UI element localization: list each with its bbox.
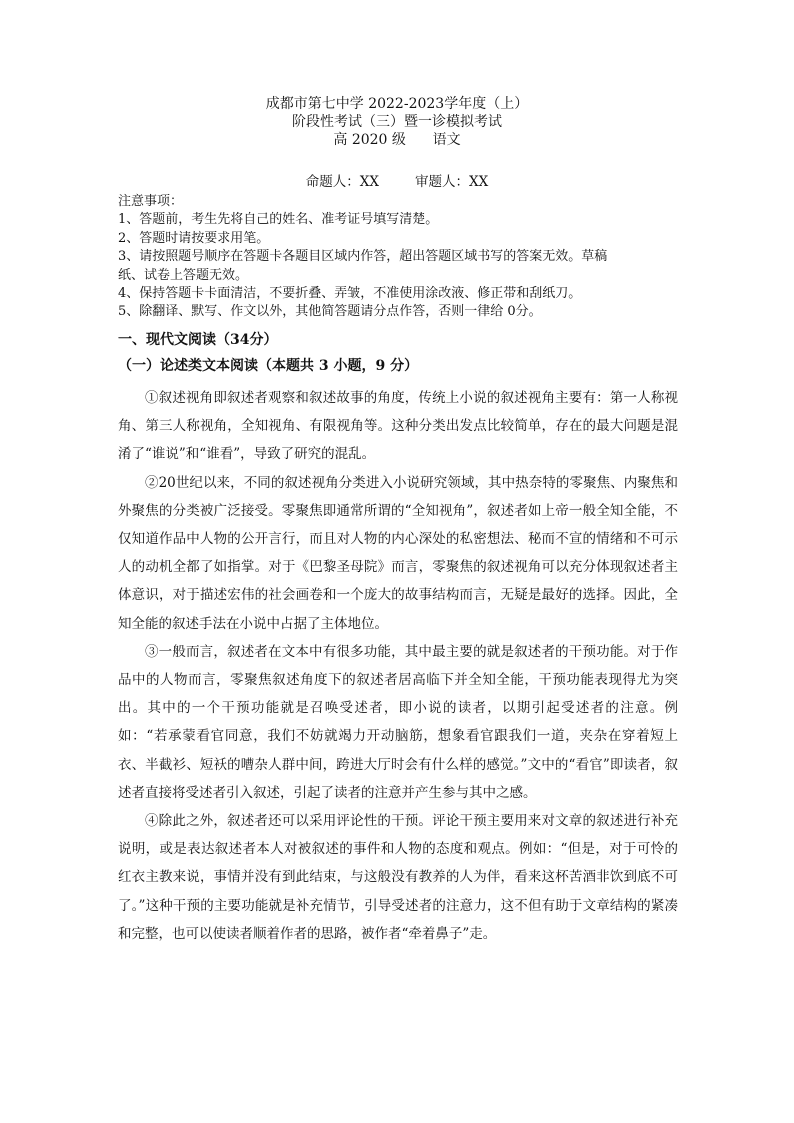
author-line <box>0 173 794 191</box>
passage-paragraph: ③一般而言，叙述者在文本中有很多功能，其中最主要的就是叙述者的干预功能。对于作品中的人物而言，零聚焦叙述角度下的叙述者居高临下并全知全能，干预功能表现得尤为突出。其中的一个干预功能就是召唤受述者，即小说的读者，以期引起受述者的注意。例如：“若承蒙看官同意，我们不妨就竭力开动脑筋，想象看官跟我们一道，夹杂在穿着短上衣、半截衫、短袄的嘈杂人群中间，跨进大厅时会有什么样的感觉。”文中的“看官”即读者，叙述者直接将受述者引入叙述，引起了读者的注意并产生参与其中之感。 <box>118 643 678 801</box>
note-item: 3、请按照题号顺序在答题卡各题目区域内作答，超出答题区域书写的答案无效。草稿 <box>118 249 608 265</box>
section-title: 一、现代文阅读（34分） <box>118 332 278 348</box>
school-title: 成都市第七中学 2022-2023学年度（上） <box>265 96 529 112</box>
note-item: 5、除翻译、默写、作文以外，其他简答题请分点作答，否则一律给 0分。 <box>118 304 542 320</box>
note-item: 2、答题时请按要求用笔。 <box>118 230 270 246</box>
passage-paragraph: ②20世纪以来，不同的叙述视角分类进入小说研究领域，其中热奈特的零聚焦、内聚焦和外聚焦的分类被广泛接受。零聚焦即通常所谓的“全知视角”，叙述者如上帝一般全知全能，不仅知道作品中人物的公开言行，而且对人物的内心深处的私密想法、秘而不宣的情绪和不可示人的动机全都了如指掌。对于《巴黎圣母院》而言，零聚焦的叙述视角可以充分体现叙述者主体意识，对于描述宏伟的社会画卷和一个庞大的故事结构而言，无疑是最好的选择。因此，全知全能的叙述手法在小说中占据了主体地位。 <box>118 474 678 632</box>
subsection-title: （一）论述类文本阅读（本题共 3 小题，9 分） <box>118 358 419 374</box>
passage-paragraph: ①叙述视角即叙述者观察和叙述故事的角度，传统上小说的叙述视角主要有：第一人称视角、第三人称视角，全知视角、有限视角等。这种分类出发点比较简单，存在的最大问题是混淆了“谁说”和“谁看”，导致了研究的混乱。 <box>118 390 678 463</box>
note-item: 1、答题前，考生先将自己的姓名、准考证号填写清楚。 <box>118 212 439 228</box>
exam-title: 阶段性考试（三）暨一诊模拟考试 <box>292 114 502 130</box>
notes-title: 注意事项： <box>118 194 184 209</box>
grade-subject: 高 2020 级 语文 <box>333 132 461 148</box>
passage-paragraph: ④除此之外，叙述者还可以采用评论性的干预。评论干预主要用来对文章的叙述进行补充说明，或是表达叙述者本人对被叙述的事件和人物的态度和观点。例如：“但是，对于可怜的红衣主教来说，事情并没有到此结束，与这般没有教养的人为伴，看来这杯苦酒非饮到底不可了。”这种干预的主要功能就是补充情节，引导受述者的注意力，这不但有助于文章结构的紧凑和完整，也可以使读者顺着作者的思路，被作者“牵着鼻子”走。 <box>118 813 678 942</box>
question-author: 命题人：XX <box>305 174 379 190</box>
note-item: 4、保持答题卡卡面清洁，不要折叠、弄皱，不准使用涂改液、修正带和刮纸刀。 <box>118 286 582 302</box>
question-reviewer: 审题人：XX <box>415 174 489 190</box>
exam-notes <box>118 193 678 322</box>
exam-header <box>0 95 794 149</box>
reading-passage <box>118 384 678 948</box>
note-item: 纸、试卷上答题无效。 <box>118 267 249 283</box>
